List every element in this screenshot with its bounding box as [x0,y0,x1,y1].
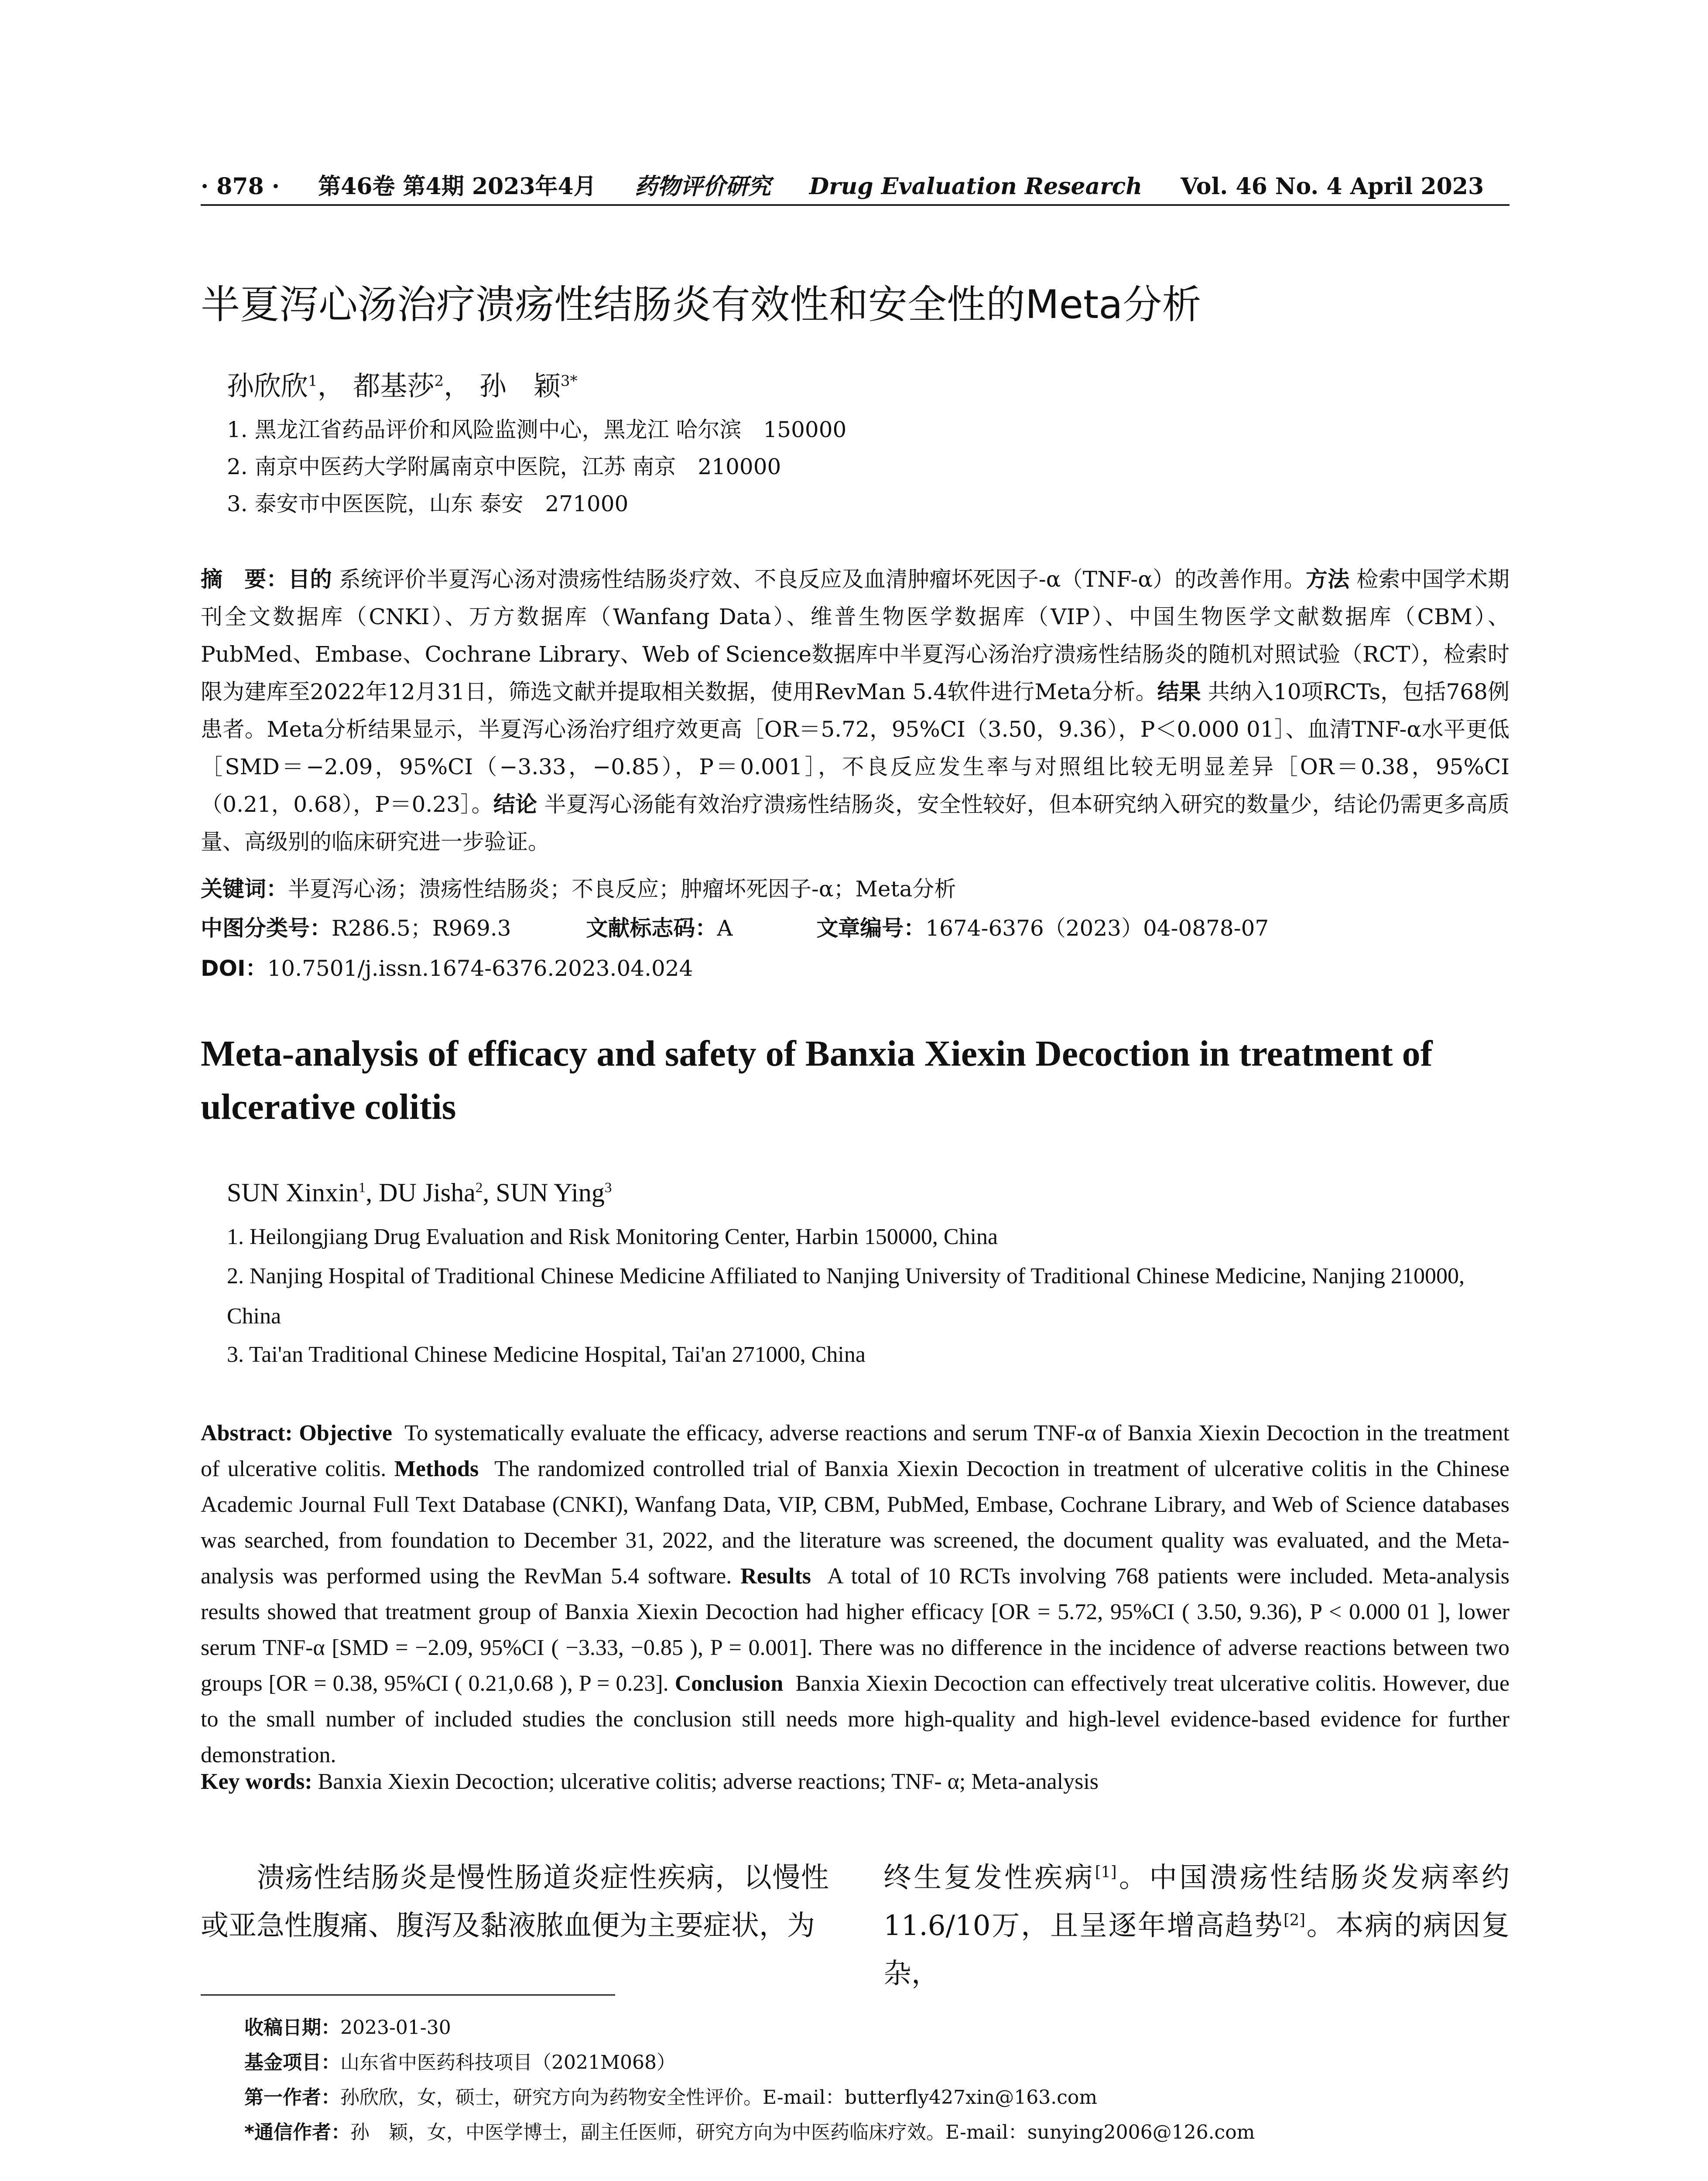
fund-value: 山东省中医药科技项目（2021M068） [340,2051,676,2074]
body-column-right [883,1854,1509,1998]
author-1: 孙欣欣 [227,370,308,402]
abstract-cn [201,561,1509,861]
received-value: 2023-01-30 [340,2017,451,2039]
header-rule [201,204,1509,206]
footnote-corresponding [244,2116,1255,2144]
body-column-left [201,1854,829,1950]
clc-label: 中图分类号： [201,916,332,941]
objective-text-cn: 系统评价半夏泻心汤对溃疡性结肠炎疗效、不良反应及血清肿瘤坏死因子-α（TNF-α）的改善作用。 [339,567,1306,592]
first-author-value: 孙欣欣，女，硕士，研究方向为药物安全性评价。E-mail：butterfly427xin@163.com [340,2086,1098,2109]
doc-code-label: 文献标志码： [586,916,717,941]
affiliation-en-1: 1. Heilongjiang Drug Evaluation and Risk Monitoring Center, Harbin 150000, China [227,1224,998,1249]
body-left-text: 溃疡性结肠炎是慢性肠道炎症性疾病，以慢性或亚急性腹痛、腹泻及黏液脓血便为主要症状，为 [201,1862,829,1942]
article-no-label: 文章编号： [816,916,926,941]
author-en-1-sup: 1 [358,1180,366,1196]
abstract-cn-label: 摘 要： [201,567,288,592]
keywords-en-label: Key words: [201,1769,312,1794]
footnote-fund [244,2047,676,2075]
methods-text-cn: 检索中国学术期刊全文数据库（CNKI）、万方数据库（Wanfang Data）、维普生物医学数据库（VIP）、中国生物医学文献数据库（CBM）、PubMed、Embase、Cochrane Library、Web of Science数据库中半夏泻心汤治疗溃疡性结肠炎的随机对照试验（RCT），检索时限为建库至2022年12月31日，筛选文献并提取相关数据，使用RevMan 5.4软件进行Meta分析。 [201,567,1510,704]
corresponding-value: 孙 颖，女，中医学博士，副主任医师，研究方向为中医药临床疗效。E-mail：sunying2006@126.com [350,2121,1255,2143]
footnote-rule [201,1994,615,1996]
body-right-text-c: 。本病的病因复杂， [883,1910,1510,1990]
classification-line [201,911,1269,942]
received-label: 收稿日期： [244,2017,340,2039]
objective-text-en: To systematically evaluate the efficacy, adverse reactions and serum TNF-α of Banxia Xiexin Decoction in the treatment of ulcerative colitis. [201,1421,1510,1481]
author-2: 都基莎 [353,370,435,402]
title-cn: 半夏泻心汤治疗溃疡性结肠炎有效性和安全性的Meta分析 [201,282,1201,328]
objective-label-en: Objective [299,1421,393,1446]
conclusion-text-cn: 半夏泻心汤能有效治疗溃疡性结肠炎，安全性较好，但本研究纳入研究的数量少，结论仍需更多高质量、高级别的临床研究进一步验证。 [201,792,1509,855]
author-1-sup: 1 [308,372,318,390]
corresponding-label: *通信作者： [244,2121,351,2143]
doi-label: DOI： [201,956,267,981]
results-text-en: A total of 10 RCTs involving 768 patients were included. Meta-analysis results showed that treatment group of Banxia Xiexin Decoction had higher efficacy [OR = 5.72, 95%CI ( 3.50, 9.36), P < 0.000 01 ], lower serum TNF-α [SMD = −2.09, 95%CI ( −3.33, −0.85 ), P = 0.001]. There was no difference in the incidence of adverse reactions between two groups [OR = 0.38, 95%CI ( 0.21,0.68 ), P = 0.23]. [201,1564,1510,1696]
affiliation-en-2: 2. Nanjing Hospital of Traditional Chinese Medicine Affiliated to Nanjing University of Traditional Chinese Medicine, Nanjing 210000, China [227,1264,1465,1329]
affiliation-cn-2: 2. 南京中医药大学附属南京中医院，江苏 南京 210000 [227,454,781,479]
conclusion-text-en: Banxia Xiexin Decoction can effectively treat ulcerative colitis. However, due to the small number of included studies the conclusion still needs more high-quality and high-level evidence-based evidence for further demonstration. [201,1671,1510,1767]
author-en-1: SUN Xinxin [227,1178,359,1207]
author-en-2: DU Jisha [379,1178,476,1207]
keywords-en [201,1769,1099,1795]
keywords-cn-text: 半夏泻心汤；溃疡性结肠炎；不良反应；肿瘤坏死因子-α；Meta分析 [288,876,956,902]
issue-en: Vol. 46 No. 4 April 2023 [1181,173,1484,200]
page-number: · 878 · [201,173,280,200]
title-en: Meta-analysis of efficacy and safety of Banxia Xiexin Decoction in treatment of ulcerative colitis [201,1033,1433,1127]
conclusion-label-en: Conclusion [674,1671,784,1696]
authors-cn: 孙欣欣$^1$， 都基莎$^2$， 孙 颖$^{3*}$ [227,370,578,402]
body-right-text-a: 终生复发性疾病 [883,1862,1095,1894]
doi-value[interactable]: 10.7501/j.issn.1674-6376.2023.04.024 [267,956,693,981]
running-header [201,168,1509,203]
abstract-en-label: Abstract: [201,1421,293,1446]
journal-en: Drug Evaluation Research [809,173,1143,200]
author-en-3: SUN Ying [496,1178,605,1207]
affiliation-en-3: 3. Tai'an Traditional Chinese Medicine Hospital, Tai'an 271000, China [227,1342,866,1367]
keywords-en-text: Banxia Xiexin Decoction; ulcerative colitis; adverse reactions; TNF- α; Meta-analysis [318,1769,1099,1794]
citation-2[interactable]: [2] [1284,1911,1305,1929]
author-2-sup: 2 [434,372,444,390]
author-en-3-sup: 3 [604,1180,612,1196]
objective-label-cn: 目的 [288,567,332,592]
fund-label: 基金项目： [244,2051,340,2074]
results-label-en: Results [740,1564,811,1589]
author-3: 孙 颖 [479,370,561,402]
affiliation-cn-1: 1. 黑龙江省药品评价和风险监测中心，黑龙江 哈尔滨 150000 [227,417,847,442]
article-no-value: 1674-6376（2023）04-0878-07 [925,916,1269,941]
results-text-cn: 共纳入10项RCTs，包括768例患者。Meta分析结果显示，半夏泻心汤治疗组疗效更高［OR＝5.72，95%CI（3.50，9.36），P＜0.000 01］、血清TNF-α水平更低［SMD＝−2.09，95%CI（−3.33，−0.85），P＝0.001］，不良反应发生率与对照组比较无明显差异［OR＝0.38，95%CI（0.21，0.68），P＝0.23］。 [201,679,1510,817]
issue-cn: 第46卷 第4期 2023年4月 [318,173,596,200]
author-3-sup: 3* [560,372,578,390]
methods-text-en: The randomized controlled trial of Banxia Xiexin Decoction in treatment of ulcerative colitis in the Chinese Academic Journal Full Text Database (CNKI), Wanfang Data, VIP, CBM, PubMed, Embase, Cochrane Library, and Web of Science databases was searched, from foundation to December 31, 2022, and the literature was screened, the document quality was evaluated, and the Meta-analysis was performed using the RevMan 5.4 software. [201,1456,1510,1589]
methods-label-cn: 方法 [1305,567,1350,592]
affiliation-cn-3: 3. 泰安市中医医院，山东 泰安 271000 [227,491,629,516]
doc-code-value: A [717,916,733,941]
author-en-2-sup: 2 [475,1180,483,1196]
journal-cn-logo: 药物评价研究 [634,173,771,200]
keywords-cn [201,872,956,903]
conclusion-label-cn: 结论 [493,792,537,817]
keywords-cn-label: 关键词： [201,876,288,902]
first-author-label: 第一作者： [244,2086,340,2109]
body-right-text-b: 。中国溃疡性结肠炎发病率约11.6/10万，且呈逐年增高趋势 [883,1862,1510,1942]
results-label-cn: 结果 [1157,679,1201,704]
doi-line [201,951,693,982]
citation-1[interactable]: [1] [1095,1863,1117,1881]
clc-value: R286.5；R969.3 [332,916,511,941]
authors-en: SUN Xinxin$^1$, DU Jisha$^2$, SUN Ying$^3$ [227,1178,612,1207]
footnote-received [244,2012,451,2040]
footnote-first-author [244,2082,1097,2109]
methods-label-en: Methods [394,1456,479,1481]
abstract-en [201,1415,1509,1773]
